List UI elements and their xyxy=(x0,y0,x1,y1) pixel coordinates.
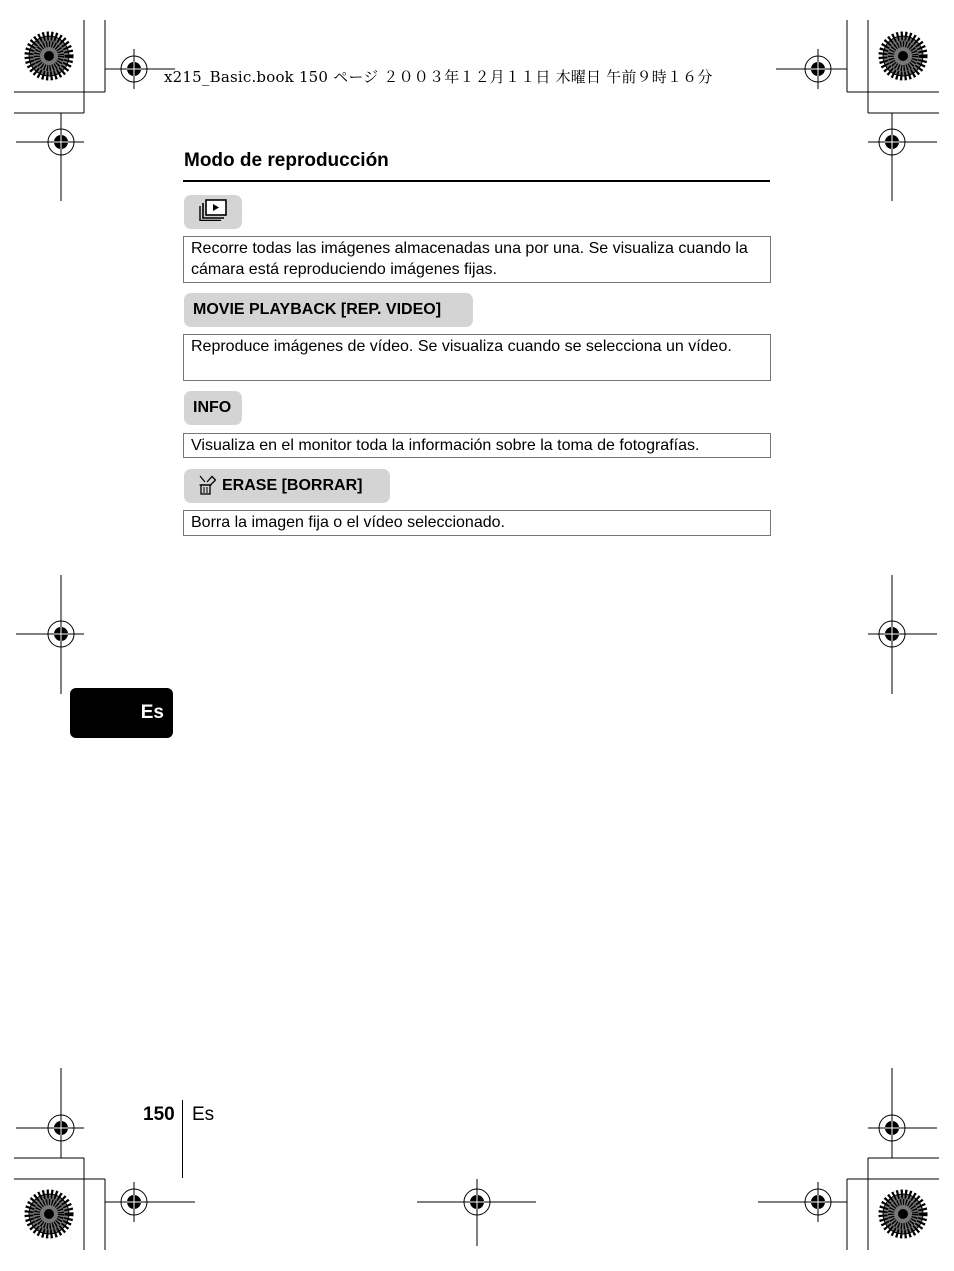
movie-playback-label xyxy=(184,293,473,327)
print-header: x215_Basic.book 150 ページ ２００３年１２月１１日 木曜日 午前９時１６分 xyxy=(164,68,713,86)
playback-all-icon xyxy=(197,199,229,226)
star-target-icon xyxy=(29,36,69,76)
crosshair-bottom-center xyxy=(417,1179,536,1246)
crosshair-left-middle xyxy=(16,575,84,694)
crosshair-left-upper xyxy=(16,113,84,201)
info-label-text: INFO xyxy=(193,399,232,416)
info-label xyxy=(184,391,242,425)
erase-description: Borra la imagen fija o el vídeo seleccionado. xyxy=(183,510,771,536)
crosshair-top-right xyxy=(776,49,847,89)
crosshair-right-lower xyxy=(868,1068,937,1158)
playback-all-label xyxy=(184,195,242,229)
movie-playback-label-text: MOVIE PLAYBACK [REP. VIDEO] xyxy=(193,301,442,318)
footer-language: Es xyxy=(192,1104,215,1125)
movie-playback-description: Reproduce imágenes de vídeo. Se visualiza cuando se selecciona un vídeo. xyxy=(183,334,771,381)
crosshair-left-lower xyxy=(16,1068,84,1158)
star-target-icon xyxy=(29,1194,69,1234)
footer-divider xyxy=(182,1100,183,1178)
page-title: Modo de reproducción xyxy=(184,150,389,171)
trash-icon xyxy=(198,475,216,500)
crosshair-bottom-left xyxy=(105,1182,195,1222)
crosshair-right-upper xyxy=(868,113,937,201)
playback-all-description: Recorre todas las imágenes almacenadas una por una. Se visualiza cuando la cámara está reproduciendo imágenes fijas. xyxy=(183,236,771,283)
erase-label-text: ERASE [BORRAR] xyxy=(222,477,363,494)
title-divider xyxy=(183,180,770,182)
erase-label xyxy=(184,469,390,503)
info-description: Visualiza en el monitor toda la información sobre la toma de fotografías. xyxy=(183,433,771,458)
crosshair-right-middle xyxy=(868,575,937,694)
language-tab xyxy=(70,688,173,738)
page-number: 150 xyxy=(143,1104,175,1125)
crosshair-bottom-right xyxy=(758,1182,847,1222)
star-target-icon xyxy=(883,1194,923,1234)
star-target-icon xyxy=(883,36,923,76)
language-tab-label: Es xyxy=(140,702,164,723)
